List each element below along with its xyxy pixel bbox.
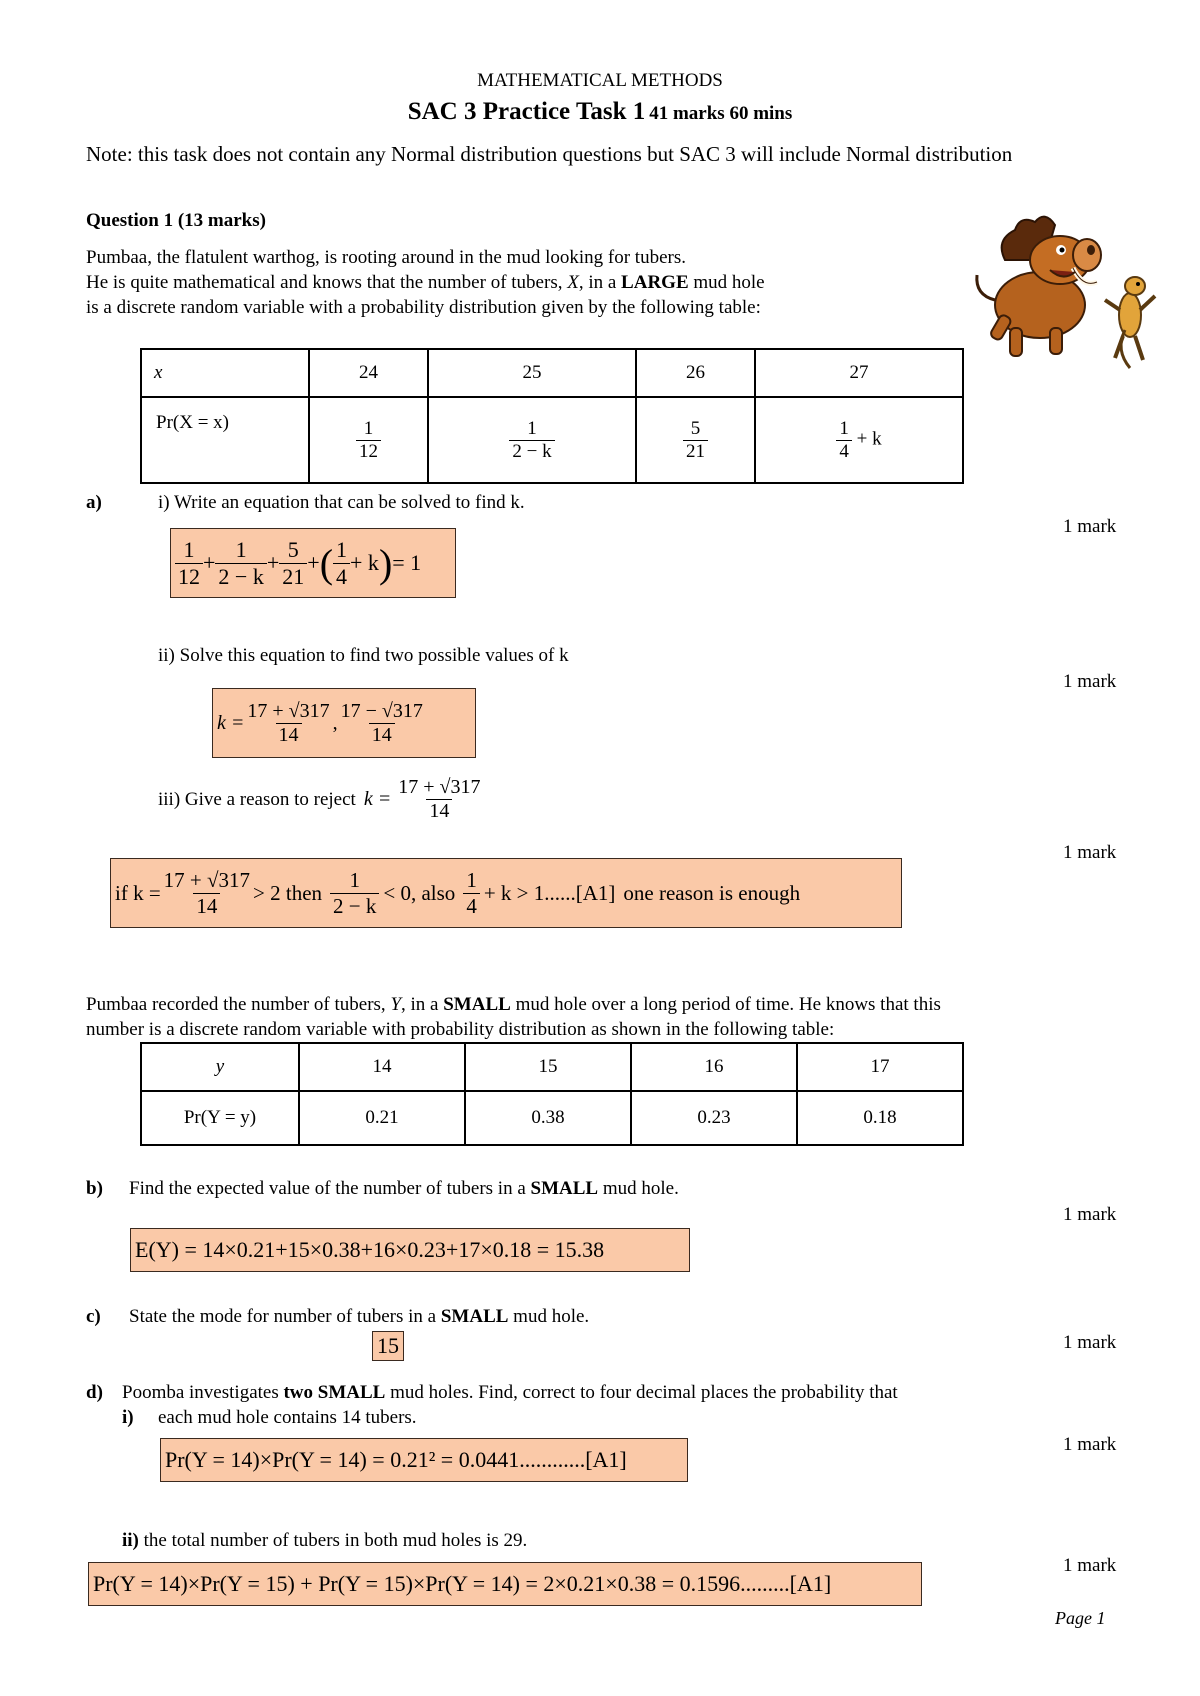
frac-num: 1 (527, 417, 537, 439)
table-row (141, 1091, 963, 1145)
frac-den: 21 (683, 440, 708, 463)
part-d-ii-label: ii) (122, 1530, 139, 1551)
frac-den: 12 (356, 440, 381, 463)
table-header-label: x (141, 349, 309, 397)
part-d-i-label: i) (122, 1407, 134, 1428)
part-b-text-b: mud hole. (602, 1178, 679, 1199)
table-cell: 24 (309, 349, 428, 397)
table-cell (428, 397, 636, 483)
part-a-iii-text: iii) Give a reason to reject (158, 788, 356, 810)
table-row-label: Pr(Y = y) (141, 1091, 299, 1145)
frac-den: 4 (836, 440, 852, 463)
question-1-intro-line-2 (86, 272, 765, 294)
title-text: SAC 3 Practice Task 1 (407, 98, 646, 125)
part-c-text (129, 1306, 589, 1328)
iii-lhs: k = (363, 788, 392, 810)
intro-2-c: mud hole (693, 272, 765, 293)
intro-2-b: , in a (578, 272, 617, 293)
part-a-ii-answer (212, 688, 476, 758)
frac-num: 17 + √317 (163, 868, 251, 893)
table-header-label: y (141, 1043, 299, 1091)
plus-k: + k (350, 550, 379, 575)
table-cell: 15 (465, 1043, 631, 1091)
part-b-label: b) (86, 1178, 103, 1199)
small-intro-line-1 (86, 994, 941, 1016)
plus-sign: + (266, 550, 280, 575)
part-d-i-mark: 1 mark (1063, 1434, 1117, 1455)
page-number: Page 1 (1055, 1608, 1106, 1628)
question-1-intro-line-1: Pumbaa, the flatulent warthog, is rooting around in the mud looking for tubers. (86, 247, 686, 268)
table-cell: 0.18 (797, 1091, 963, 1145)
part-c-bold: SMALL (440, 1306, 509, 1327)
small-hole-distribution-table (140, 1042, 964, 1146)
part-d-ii-mark: 1 mark (1063, 1555, 1117, 1576)
frac-den: 12 (175, 563, 203, 589)
part-a-iii-mark: 1 mark (1063, 842, 1117, 863)
part-a-i-mark: 1 mark (1063, 516, 1117, 537)
frac-num: 1 (183, 537, 195, 563)
iii-mid-1: > 2 then (253, 880, 323, 905)
question-1-heading: Question 1 (13 marks) (86, 210, 266, 231)
part-c-answer: 15 (372, 1331, 404, 1361)
table-cell: 16 (631, 1043, 797, 1091)
small-intro-b: , in a (401, 994, 439, 1015)
part-b-bold: SMALL (530, 1178, 599, 1199)
small-intro-c: mud hole over a long period of time. He knows that this (515, 994, 941, 1015)
frac-num: 17 − √317 (340, 699, 423, 722)
part-a-i-answer: $\frac{1}{12}$ + $\frac{1}{2 - k}$ + $\frac{5}{21}$ + ( $\frac{1}{4}$ + k ) = 1 (170, 528, 456, 598)
frac-den: 14 (276, 723, 302, 747)
ii-lhs: k = (217, 711, 245, 734)
part-a-iii-answer (110, 858, 902, 928)
variable-x: X (567, 272, 579, 293)
table-cell: 0.38 (465, 1091, 631, 1145)
frac-den: 4 (333, 563, 350, 589)
table-row (141, 349, 963, 397)
frac-den: 2 − k (509, 440, 554, 463)
frac-den: 21 (279, 563, 307, 589)
frac-suffix: + k (856, 428, 882, 450)
frac-den: 4 (463, 893, 480, 918)
note-text: Note: this task does not contain any Normal distribution questions but SAC 3 will include Normal distribution (86, 142, 1013, 166)
question-1-intro-line-3: is a discrete random variable with a probability distribution given by the following table: (86, 297, 761, 318)
part-d-i-answer: Pr(Y = 14)×Pr(Y = 14) = 0.21² = 0.0441............[A1] (160, 1438, 688, 1482)
ii-sep: , (332, 711, 338, 734)
table-cell (755, 397, 963, 483)
table-cell: 0.21 (299, 1091, 465, 1145)
iii-mid-3: + k > 1......[A1] (483, 880, 616, 905)
subject-heading: MATHEMATICAL METHODS (477, 70, 723, 91)
frac-num: 1 (839, 417, 849, 439)
intro-2-bold: LARGE (621, 272, 689, 293)
small-intro-line-2: number is a discrete random variable with probability distribution as shown in the following table: (86, 1019, 835, 1040)
warthog-illustration (965, 200, 1165, 375)
frac-den: 14 (426, 799, 452, 823)
frac-num: 1 (336, 537, 348, 563)
frac-num: 1 (363, 417, 374, 439)
table-cell: 14 (299, 1043, 465, 1091)
frac-num: 17 + √317 (398, 776, 481, 798)
frac-num: 5 (690, 417, 701, 439)
iii-post: one reason is enough (623, 880, 801, 905)
large-hole-distribution-table (140, 348, 964, 484)
part-d-ii-text: the total number of tubers in both mud holes is 29. (143, 1530, 528, 1551)
table-row-label: Pr(X = x) (141, 397, 309, 483)
intro-2-a: He is quite mathematical and knows that the number of tubers, (86, 272, 563, 293)
frac-den: 2 − k (330, 893, 379, 918)
frac-num: 1 (349, 868, 360, 893)
frac-num: 17 + √317 (247, 699, 330, 722)
part-a-label: a) (86, 492, 102, 513)
table-cell: 27 (755, 349, 963, 397)
small-intro-bold: SMALL (443, 994, 511, 1015)
part-c-mark: 1 mark (1063, 1332, 1117, 1353)
part-c-label: c) (86, 1306, 101, 1327)
part-d-ii-answer: Pr(Y = 14)×Pr(Y = 15) + Pr(Y = 15)×Pr(Y = 14) = 2×0.21×0.38 = 0.1596.........[A1] (88, 1562, 922, 1606)
table-cell: 26 (636, 349, 755, 397)
part-b-answer: E(Y) = 14×0.21+15×0.38+16×0.23+17×0.18 = 15.38 (130, 1228, 690, 1272)
part-d-text (122, 1382, 898, 1404)
frac-num: 1 (466, 868, 477, 893)
part-d-ii-question (122, 1530, 527, 1552)
frac-den: 14 (193, 893, 220, 918)
part-d-text-a: Poomba investigates (122, 1382, 279, 1403)
title-marks: 41 marks 60 mins (649, 103, 793, 124)
frac-num: 5 (287, 537, 299, 563)
frac-den: 2 − k (215, 563, 266, 589)
table-cell (309, 397, 428, 483)
iii-pre: if k = (115, 880, 161, 905)
variable-y: Y (390, 994, 402, 1015)
small-intro-a: Pumbaa recorded the number of tubers, (86, 994, 386, 1015)
part-d-label: d) (86, 1382, 103, 1403)
part-b-text-a: Find the expected value of the number of tubers in a (129, 1178, 526, 1199)
table-row (141, 397, 963, 483)
table-cell (636, 397, 755, 483)
plus-sign: + (203, 550, 216, 575)
part-a-i-text: i) Write an equation that can be solved to find k. (158, 492, 525, 513)
table-cell: 17 (797, 1043, 963, 1091)
part-d-i-text: each mud hole contains 14 tubers. (158, 1407, 417, 1428)
frac-den: 14 (369, 723, 395, 747)
table-cell: 0.23 (631, 1091, 797, 1145)
part-d-text-b: mud holes. Find, correct to four decimal places the probability that (390, 1382, 898, 1403)
part-a-ii-mark: 1 mark (1063, 671, 1117, 692)
plus-sign: + (307, 550, 320, 575)
part-b-text (129, 1178, 679, 1200)
table-cell: 25 (428, 349, 636, 397)
part-c-text-a: State the mode for number of tubers in a (129, 1306, 437, 1327)
part-b-mark: 1 mark (1063, 1204, 1117, 1225)
table-row (141, 1043, 963, 1091)
iii-mid-2: < 0, also (383, 880, 456, 905)
part-a-ii-text: ii) Solve this equation to find two possible values of k (158, 645, 569, 666)
task-title (0, 98, 1200, 126)
frac-num: 1 (235, 537, 247, 563)
part-c-text-b: mud hole. (513, 1306, 590, 1327)
part-a-iii-question (158, 776, 483, 823)
part-d-bold: two SMALL (283, 1382, 386, 1403)
equals-one: = 1 (392, 550, 422, 575)
